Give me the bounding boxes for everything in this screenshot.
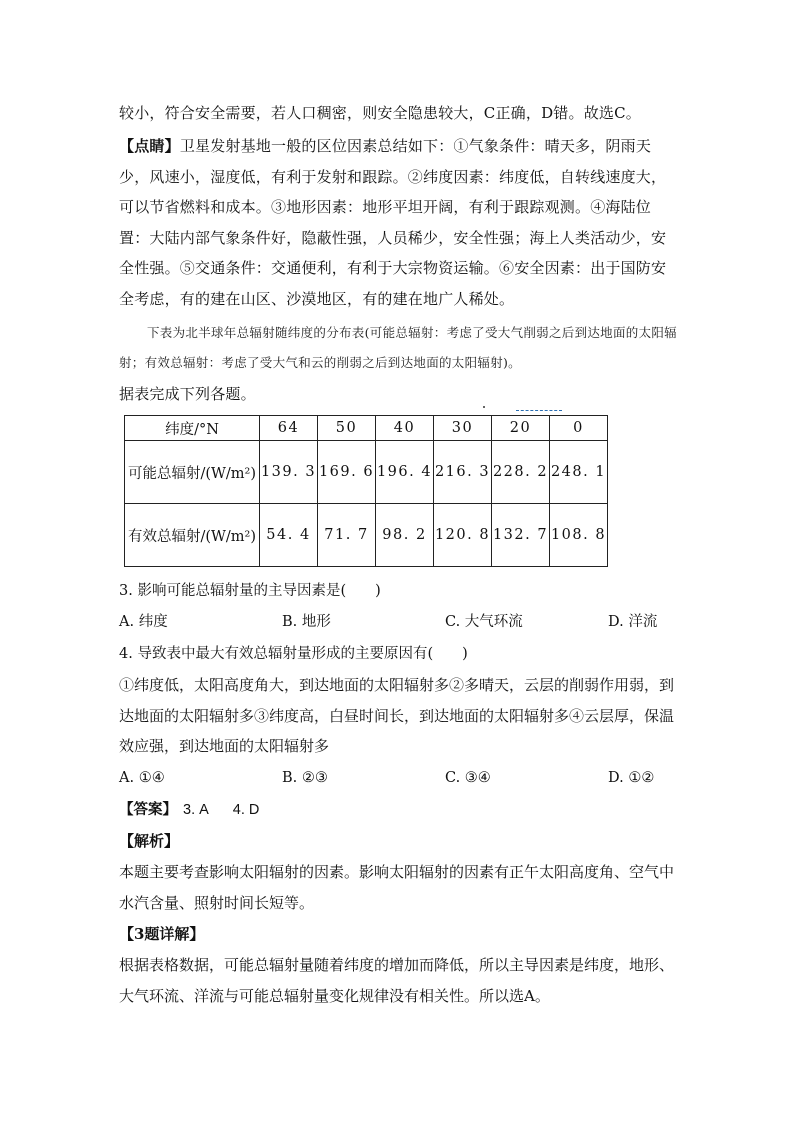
table-cell: 169. 6 bbox=[318, 441, 376, 504]
table-header-row bbox=[125, 416, 608, 441]
paragraph-tips bbox=[119, 131, 679, 314]
analysis-label: 【解析】 bbox=[119, 832, 180, 850]
answer-label: 【答案】 bbox=[119, 801, 177, 818]
q3-option-a: A. 纬度 bbox=[119, 614, 168, 630]
paragraph-prev-answer: 较小，符合安全需要，若人口稠密，则安全隐患较大，C正确，D错。故选C。 bbox=[119, 104, 641, 122]
table-intro: 下表为北半球年总辐射随纬度的分布表(可能总辐射：考虑了受大气削弱之后到达地面的太阳辐射；有效总辐射：考虑了受大气和云的削弱之后到达地面的太阳辐射)。 bbox=[119, 325, 677, 370]
q4-option-c: C. ③④ bbox=[445, 770, 491, 786]
table-cell: 248. 1 bbox=[550, 441, 608, 504]
table-cell: 139. 3 bbox=[260, 441, 318, 504]
header-cell: 50 bbox=[318, 416, 376, 441]
table-cell: 98. 2 bbox=[376, 504, 434, 567]
header-cell: 40 bbox=[376, 416, 434, 441]
table-cell: 132. 7 bbox=[492, 504, 550, 567]
header-latitude-label: 纬度/°N bbox=[125, 416, 260, 441]
q3-option-b: B. 地形 bbox=[282, 614, 331, 630]
q4-option-a: A. ①④ bbox=[119, 770, 165, 786]
table-cell: 71. 7 bbox=[318, 504, 376, 567]
question-4-statements: ①纬度低，太阳高度角大，到达地面的太阳辐射多②多晴天，云层的削弱作用弱，到达地面的太阳辐射多③纬度高，白昼时间长，到达地面的太阳辐射多④云层厚，保温效应强，到达地面的太阳辐射多 bbox=[119, 676, 675, 755]
table-cell: 120. 8 bbox=[434, 504, 492, 567]
row-label-possible: 可能总辐射/(W/m²) bbox=[125, 441, 260, 504]
detail-3-label: 【3题详解】 bbox=[119, 925, 205, 943]
dashed-mark bbox=[516, 410, 562, 411]
radiation-table bbox=[124, 415, 608, 567]
table-cell: 196. 4 bbox=[376, 441, 434, 504]
question-4-options bbox=[119, 763, 679, 793]
q4-option-d: D. ①② bbox=[608, 770, 655, 786]
detail-3-text: 根据表格数据，可能总辐射量随着纬度的增加而降低，所以主导因素是纬度，地形、大气环流、洋流与可能总辐射量变化规律没有相关性。所以选A。 bbox=[119, 956, 675, 1005]
q3-option-c: C. 大气环流 bbox=[445, 614, 523, 630]
table-row bbox=[125, 441, 608, 504]
question-4-stem: 4. 导致表中最大有效总辐射量形成的主要原因有( ) bbox=[119, 646, 468, 662]
header-cell: 0 bbox=[550, 416, 608, 441]
row-label-effective: 有效总辐射/(W/m²) bbox=[125, 504, 260, 567]
tips-text: 卫星发射基地一般的区位因素总结如下：①气象条件：晴天多，阴雨天少，风速小，湿度低，有利于发射和跟踪。②纬度因素：纬度低，自转线速度大，可以节省燃料和成本。③地形因素：地形平坦开阔，有利于跟踪观测。④海陆位置：大陆内部气象条件好，隐蔽性强，人员稀少，安全性强；海上人类活动少，安全性强。⑤交通条件：交通便利，有利于大宗物资运输。⑥安全因素：出于国防安全考虑，有的建在山区、沙漠地区，有的建在地广人稀处。 bbox=[119, 137, 667, 308]
header-cell: 20 bbox=[492, 416, 550, 441]
question-3-options bbox=[119, 607, 679, 637]
q4-option-b: B. ②③ bbox=[282, 770, 328, 786]
table-cell: 228. 2 bbox=[492, 441, 550, 504]
tips-label: 【点睛】 bbox=[119, 137, 180, 155]
table-cell: 108. 8 bbox=[550, 504, 608, 567]
answer-line bbox=[119, 795, 259, 825]
scan-dot bbox=[483, 406, 485, 408]
question-3-stem: 3. 影响可能总辐射量的主导因素是( ) bbox=[119, 583, 381, 599]
table-cell: 54. 4 bbox=[260, 504, 318, 567]
analysis-text: 本题主要考查影响太阳辐射的因素。影响太阳辐射的因素有正午太阳高度角、空气中水汽含量、照射时间长短等。 bbox=[119, 863, 675, 912]
table-row bbox=[125, 504, 608, 567]
table-cell: 216. 3 bbox=[434, 441, 492, 504]
answer-3: 3. A bbox=[183, 802, 209, 818]
answer-4: 4. D bbox=[232, 802, 260, 818]
q3-option-d: D. 洋流 bbox=[608, 614, 658, 630]
header-cell: 64 bbox=[260, 416, 318, 441]
instruction: 据表完成下列各题。 bbox=[119, 385, 256, 403]
header-cell: 30 bbox=[434, 416, 492, 441]
